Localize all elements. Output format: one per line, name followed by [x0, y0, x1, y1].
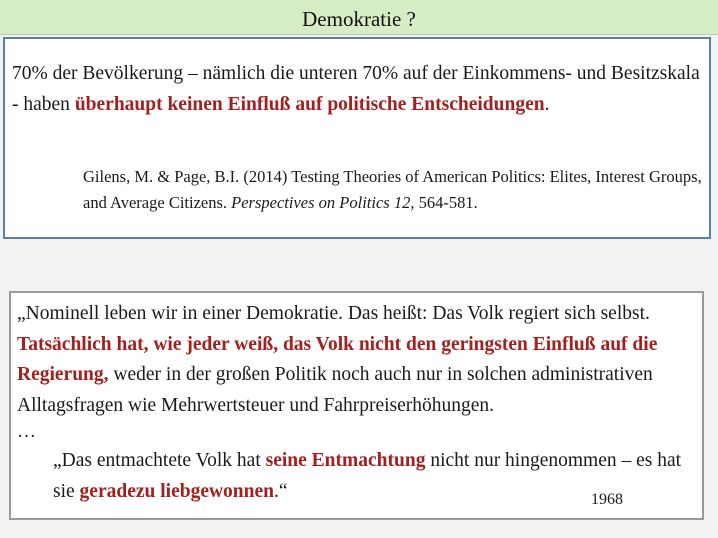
quote-box — [9, 291, 704, 520]
slide-title-bar — [0, 0, 718, 35]
claim-text-1: 70% der Bevölkerung – nämlich die unteren 70% auf der Einkommens- und Besitzskala - haben — [12, 63, 700, 115]
inner-quote-text-1: „Das entmachtete Volk hat — [53, 450, 266, 471]
quote-highlight: Tatsächlich hat, wie jeder weiß, das Volk nicht den geringsten Einfluß auf die Regierung, — [17, 333, 658, 385]
citation-authors: Gilens, M. & Page, B.I. (2014) Testing Theories of American Politics: Elites, Interest Groups, and Average Citizens. — [83, 167, 702, 212]
study-claim — [12, 58, 702, 120]
quote-text — [17, 299, 703, 421]
claim-highlight: überhaupt keinen Einfluß auf politische Entscheidungen — [74, 94, 545, 115]
quote-ellipsis: … — [17, 421, 36, 442]
citation — [83, 164, 708, 216]
inner-quote-highlight-1: seine Entmachtung — [265, 450, 426, 471]
citation-journal: Perspectives on Politics 12, — [231, 193, 415, 212]
quote-text-1: „Nominell leben wir in einer Demokratie. Das heißt: Das Volk regiert sich selbst. — [17, 303, 650, 324]
slide-title: Demokratie ? — [302, 7, 416, 31]
quote-year: 1968 — [591, 491, 623, 508]
inner-quote-text-3: .“ — [274, 481, 288, 502]
citation-pages: 564-581. — [414, 193, 478, 212]
claim-text-2: . — [544, 94, 550, 115]
inner-quote-text-2: nicht nur hingenommen – es hat sie — [53, 450, 682, 502]
study-box — [3, 37, 711, 239]
quote-text-2: weder in der großen Politik noch auch nur in solchen administrativen Alltagsfragen wie Mehrwertsteuer und Fahrpreiserhöhungen. — [17, 364, 653, 416]
inner-quote-highlight-2: geradezu liebgewonnen — [79, 481, 274, 502]
